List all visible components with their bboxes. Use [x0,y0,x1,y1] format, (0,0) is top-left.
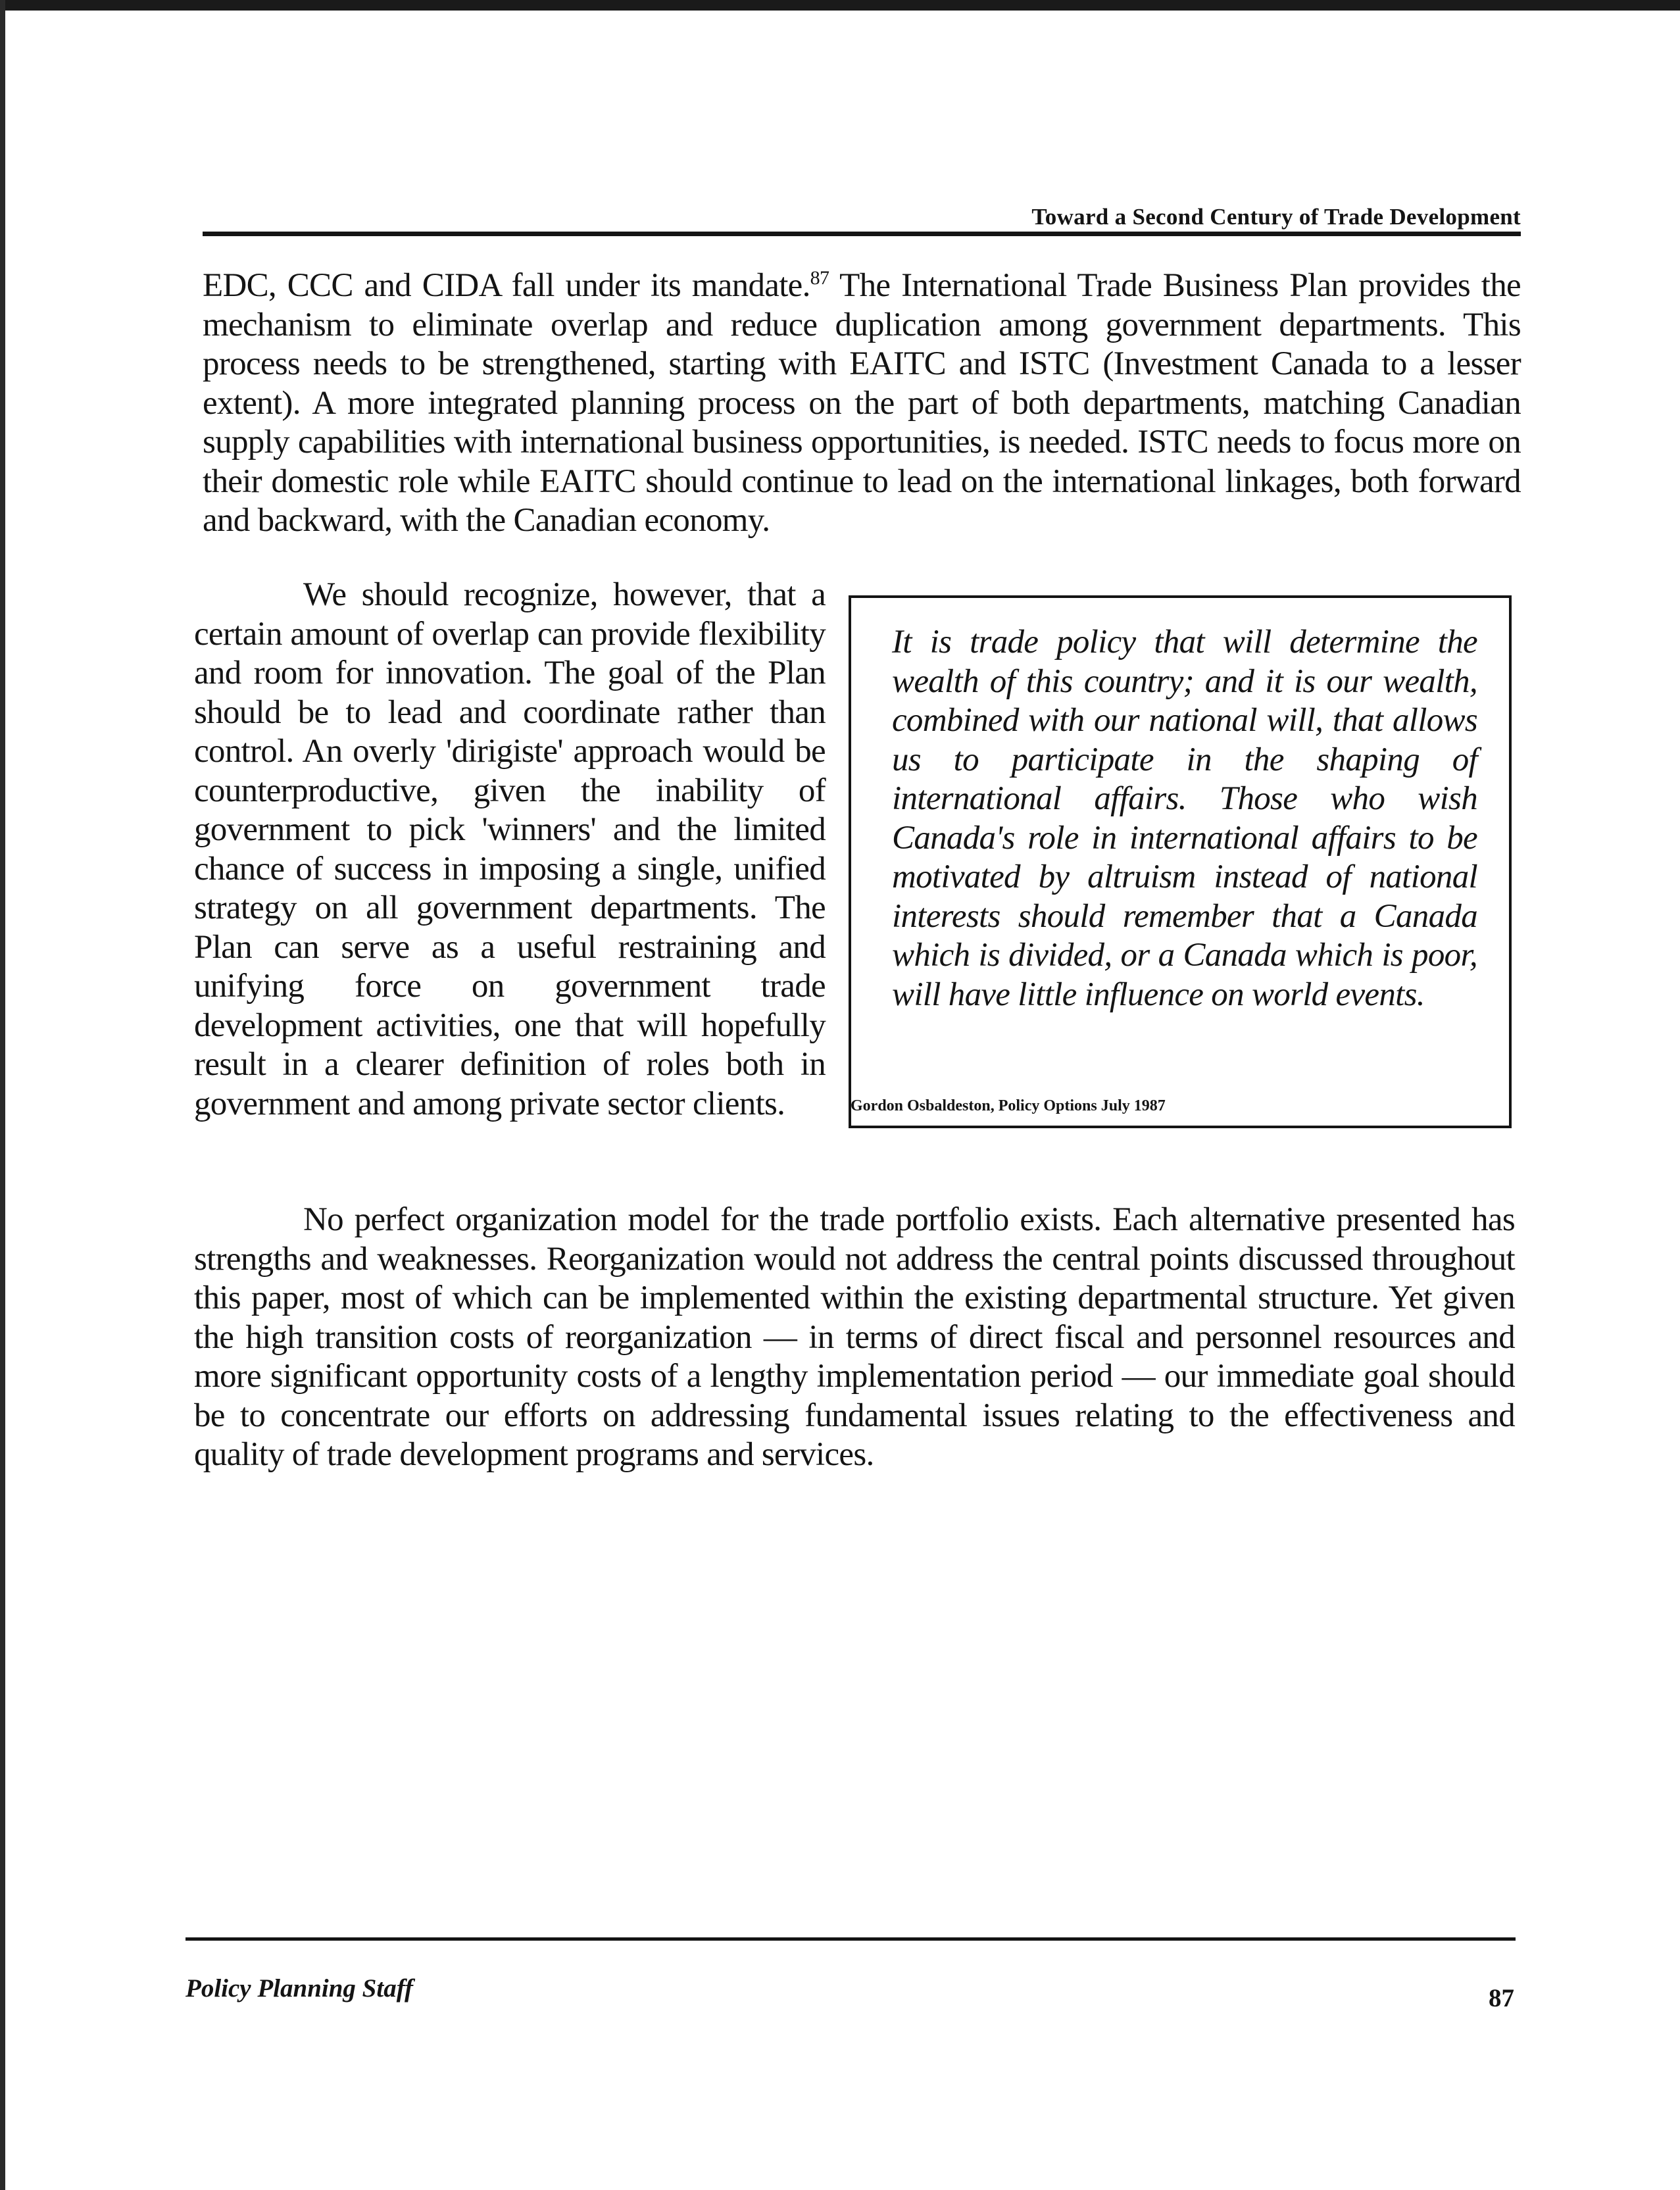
pull-quote-attribution: Gordon Osbaldeston, Policy Options July 1987 [851,1097,1166,1114]
running-header: Toward a Second Century of Trade Development [1031,204,1521,230]
header-rule [203,232,1521,236]
scan-edge-top [0,0,1680,11]
footer-rule [185,1937,1516,1941]
paragraph-mandate [203,266,1521,541]
page-number: 87 [1489,1984,1514,2012]
pull-quote-box [849,595,1512,1128]
pull-quote-text: It is trade policy that will determine the wealth of this country; and it is our wealth, combined with our national will, that allows us to participate in the shaping of international affairs. Those who wish Canada's role in international affairs to be motivated by altruism instead of national interests should remember that a Canada which is divided, or a Canada which is poor, will have little influence on world events. [892,624,1477,1013]
footnote-reference: 87 [810,267,829,289]
scan-edge-left [0,0,5,2190]
paragraph-mandate-body: The International Trade Business Plan provides the mechanism to eliminate overlap and reduce duplication among government departments. This process needs to be strengthened, starting with EAITC and ISTC (Investment Canada to a lesser extent). A more integrated planning process on the part of both departments, matching Canadian supply capabilities with international business opportunities, is needed. ISTC needs to focus more on their domestic role while EAITC should continue to lead on the international linkages, both forward and backward, with the Canadian economy. [203,267,1521,539]
footer-organization: Policy Planning Staff [185,1974,413,2003]
paragraph-organization-model: No perfect organization model for the trade portfolio exists. Each alternative presented has strengths and weaknesses. Reorganization would not address the central points discussed throughout this paper, most of which can be implemented within the existing departmental structure. Yet given the high transition costs of reorganization — in terms of direct fiscal and personnel resources and more significant opportunity costs of a lengthy implementation period — our immediate goal should be to concentrate our efforts on addressing fundamental issues relating to the effectiveness and quality of trade development programs and services. [194,1201,1515,1473]
paragraph-mandate-lead: EDC, CCC and CIDA fall under its mandate. [203,267,810,304]
paragraph-overlap: We should recognize, however, that a certain amount of overlap can provide flexibility and room for innovation. The goal of the Plan should be to lead and coordinate rather than control. An overly 'dirigiste' approach would be counterproductive, given the inability of government to pick 'winners' and the limited chance of success in imposing a single, unified strategy on all government departments. The Plan can serve as a useful restraining and unifying force on government trade development activities, one that will hopefully result in a clearer definition of roles both in government and among private sector clients. [194,576,826,1122]
